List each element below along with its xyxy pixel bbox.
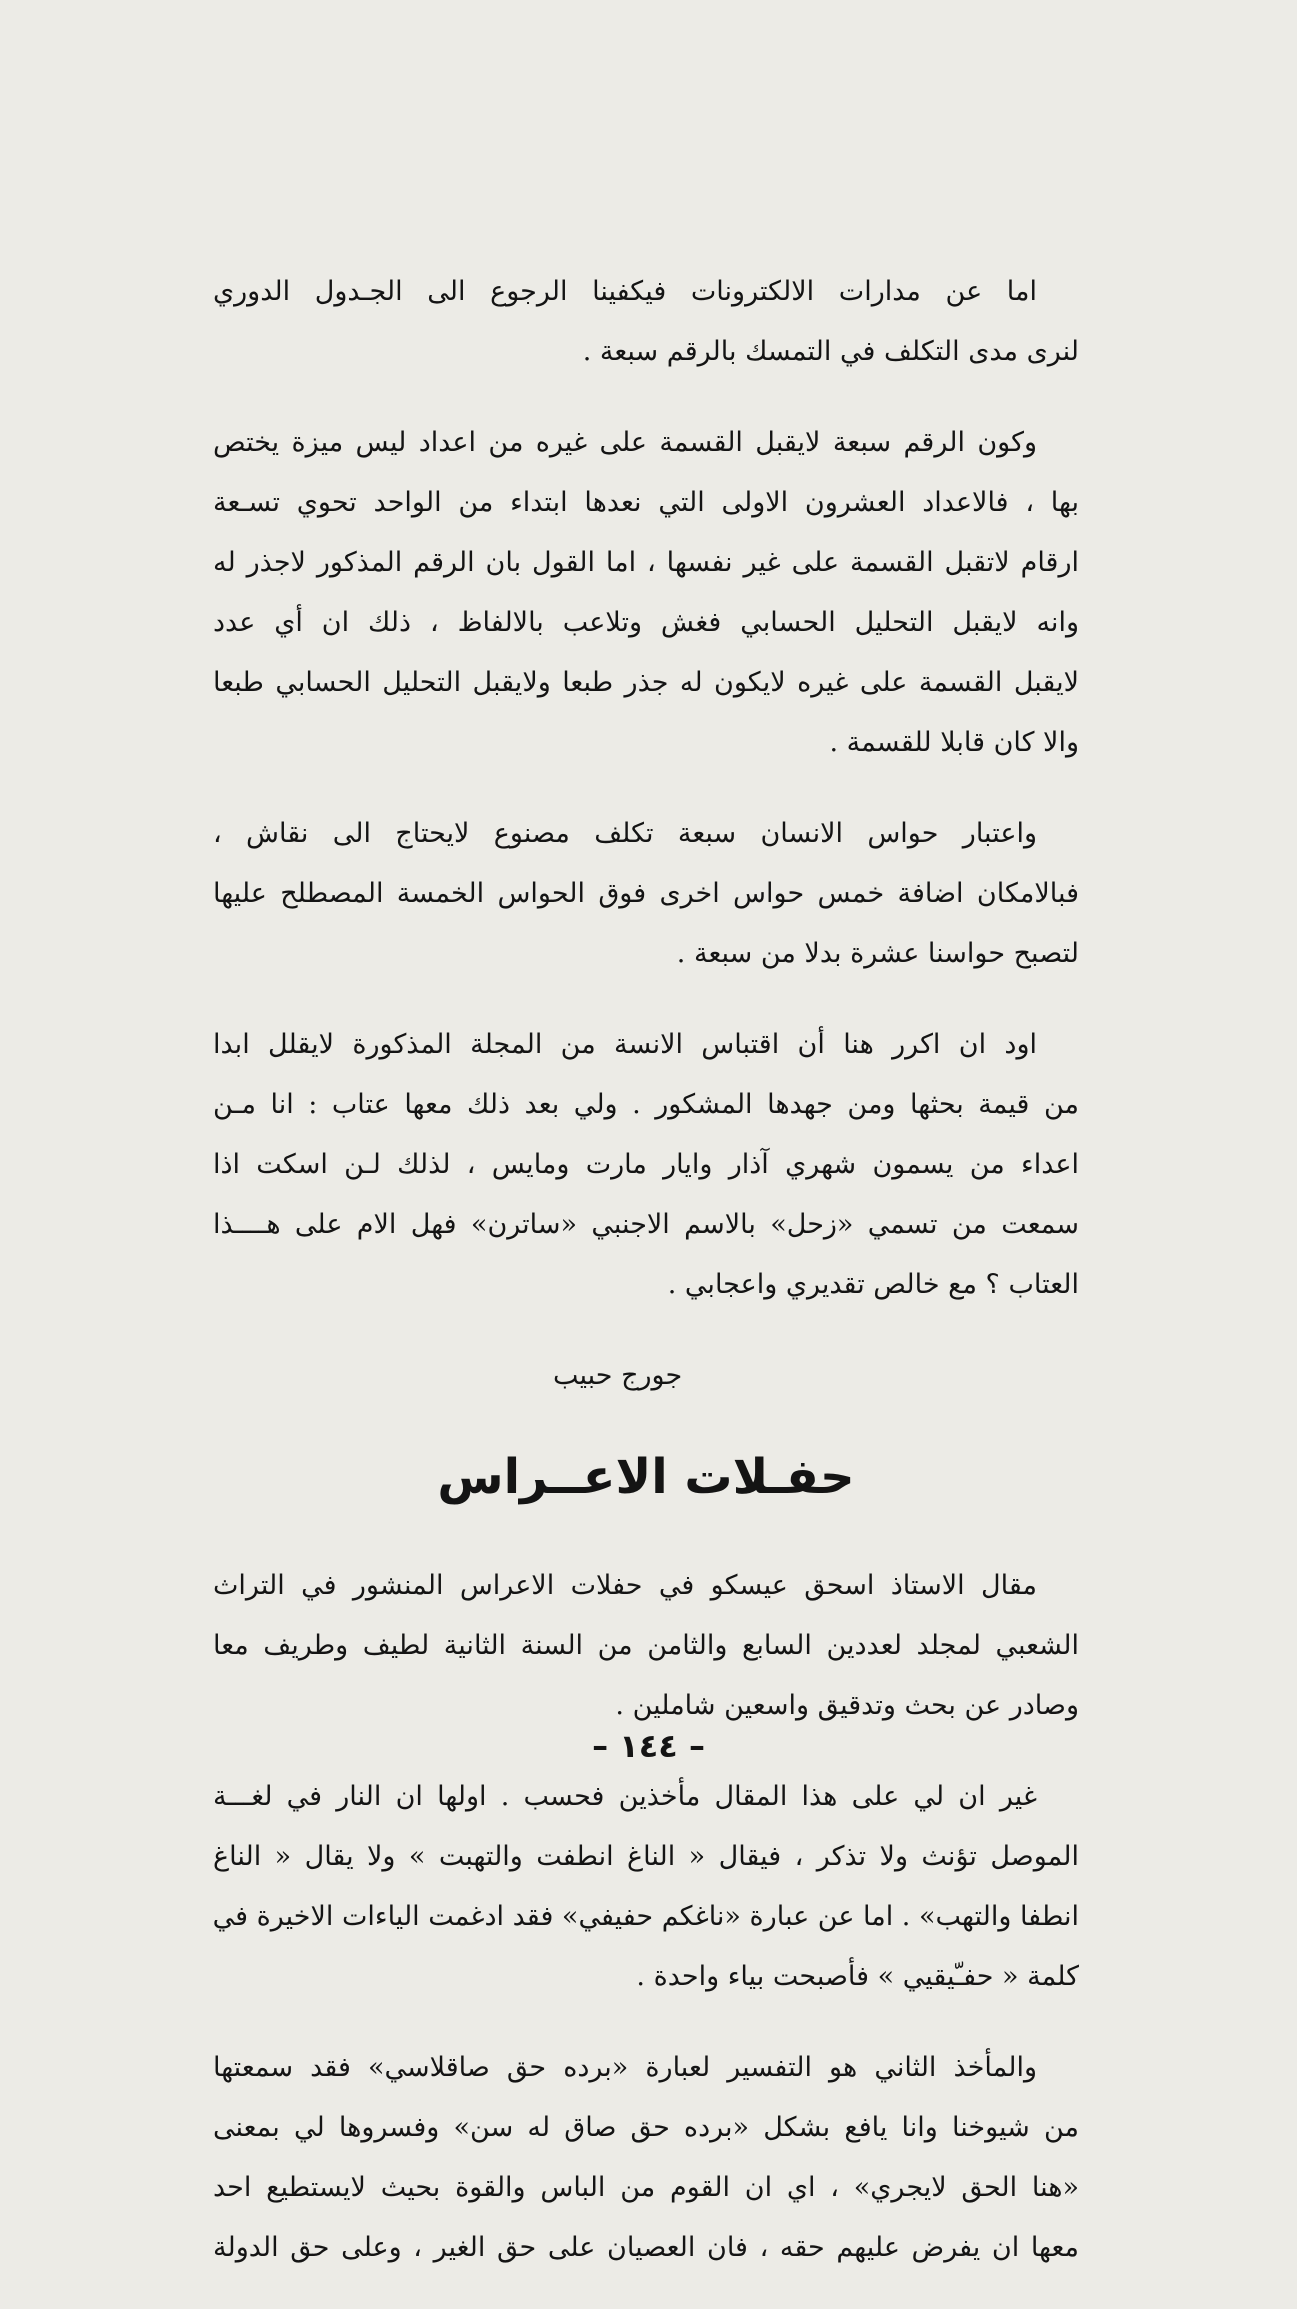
author-signature: جورج حبيب xyxy=(553,1360,683,1391)
page-number: – ١٤٤ – xyxy=(592,1727,705,1765)
paragraph-first-remark xyxy=(213,1767,1079,2007)
text-column xyxy=(213,262,1079,2309)
text-line: لنرى مدى التكلف في التمسك بالرقم سبعة . xyxy=(582,336,1079,367)
text-line: معها ان يفرض عليهم حقه ، فان العصيان على حق الغير ، وعلى حق الدولة xyxy=(213,2232,1079,2263)
text-line: وكون الرقم سبعة لايقبل القسمة على غيره من اعداد ليس ميزة يختص xyxy=(213,427,1037,458)
text-line: غير ان لي على هذا المقال مأخذين فحسب . اولها ان النار في لغـــة xyxy=(213,1781,1037,1812)
section-title: حفـلات الاعــراس xyxy=(437,1449,855,1505)
paragraph-reproach xyxy=(213,1015,1079,1315)
text-line: لتصبح حواسنا عشرة بدلا من سبعة . xyxy=(676,938,1079,969)
paragraph-electrons xyxy=(213,262,1079,382)
text-line: «هنا الحق لايجري» ، اي ان القوم من الباس والقوة بحيث لايستطيع احد xyxy=(213,2172,1079,2203)
text-line: كلمة « حفـّيقيي » فأصبحت بياء واحدة . xyxy=(636,1961,1079,1992)
text-line: لايقبل القسمة على غيره لايكون له جذر طبعا ولايقبل التحليل الحسابي طبعا xyxy=(213,667,1079,698)
text-line: بها ، فالاعداد العشرون الاولى التي نعدها ابتداء من الواحد تحوي تسـعة xyxy=(213,487,1079,518)
text-line: سمعت من تسمي «زحل» بالاسم الاجنبي «ساترن» فهل الام على هــــذا xyxy=(213,1209,1079,1240)
text-line: اما عن مدارات الالكترونات فيكفينا الرجوع الى الجـدول الدوري xyxy=(213,276,1037,307)
text-line: اعداء من يسمون شهري آذار وايار مارت ومايس ، لذلك لـن اسكت اذا xyxy=(213,1149,1079,1180)
text-line: فبالامكان اضافة خمس حواس اخرى فوق الحواس الخمسة المصطلح عليها xyxy=(213,878,1079,909)
paragraph-senses xyxy=(213,804,1079,984)
text-line: العتاب ؟ مع خالص تقديري واعجابي . xyxy=(667,1269,1079,1300)
paragraph-article-intro xyxy=(213,1556,1079,1736)
text-line: وصادر عن بحث وتدقيق واسعين شاملين . xyxy=(615,1690,1079,1721)
text-line: والمأخذ الثاني هو التفسير لعبارة «برده حق صاقلاسي» فقد سمعتها xyxy=(213,2052,1037,2083)
text-line: اود ان اكرر هنا أن اقتباس الانسة من المجلة المذكورة لايقلل ابدا xyxy=(213,1029,1037,1060)
text-line: من قيمة بحثها ومن جهدها المشكور . ولي بعد ذلك معها عتاب : انا مـن xyxy=(213,1089,1079,1120)
text-line: من شيوخنا وانا يافع بشكل «برده حق صاق له سن» وفسروها لي بمعنى xyxy=(213,2112,1079,2143)
text-line: ارقام لاتقبل القسمة على غير نفسها ، اما القول بان الرقم المذكور لاجذر له xyxy=(213,547,1079,578)
text-line: واعتبار حواس الانسان سبعة تكلف مصنوع لايحتاج الى نقاش ، xyxy=(213,818,1037,849)
text-line: انطفا والتهب» . اما عن عبارة «ناغكم حفيفي» فقد ادغمت الياءات الاخيرة في xyxy=(212,1901,1079,1932)
text-line: الموصل تؤنث ولا تذكر ، فيقال « الناغ انطفت والتهبت » ولا يقال « الناغ xyxy=(213,1841,1079,1872)
text-line: الشعبي لمجلد لعددين السابع والثامن من السنة الثانية لطيف وطريف معا xyxy=(213,1630,1079,1661)
text-line: وانه لايقبل التحليل الحسابي فغش وتلاعب بالالفاظ ، ذلك ان أي عدد xyxy=(213,607,1079,638)
paragraph-number-seven xyxy=(213,413,1079,773)
text-line: والا كان قابلا للقسمة . xyxy=(829,727,1079,758)
paragraph-second-remark xyxy=(213,2038,1079,2278)
text-line: مقال الاستاذ اسحق عيسكو في حفلات الاعراس المنشور في التراث xyxy=(213,1570,1037,1601)
